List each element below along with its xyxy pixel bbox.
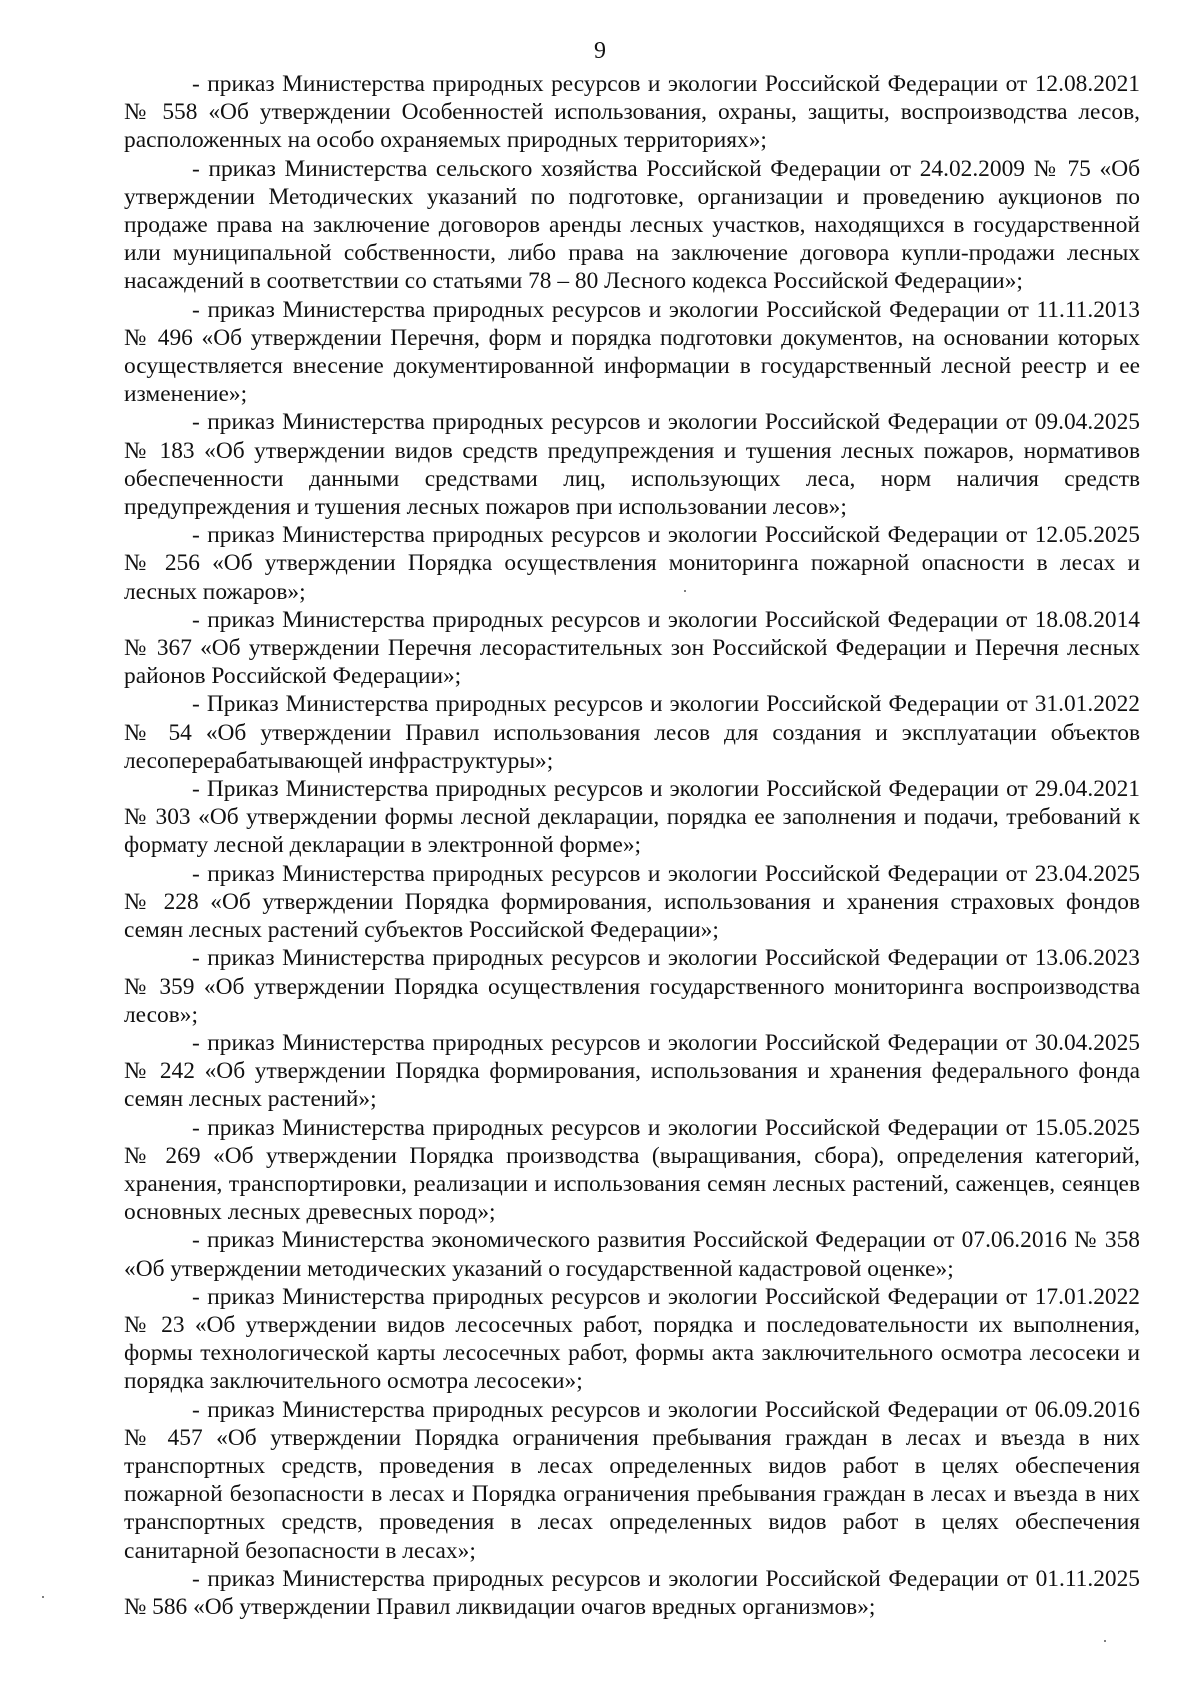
list-item: - приказ Министерства природных ресурсов и экологии Российской Федерации от 15.05.2025 № 269 «Об утверждении Порядка производства (выращивания, сбора), определения категорий, хранения, транспортировки, реализации и использования семян лесных растений, саженцев, сеянцев основных лесных древесных пород»; (124, 1114, 1140, 1226)
list-item: - приказ Министерства природных ресурсов и экологии Российской Федерации от 06.09.2016 № 457 «Об утверждении Порядка ограничения пребывания граждан в лесах и въезда в них транспортных средств, проведения в лесах определенных видов работ в целях обеспечения пожарной безопасности в лесах и Порядка ограничения пребывания граждан в лесах и въезда в них транспортных средств, проведения в лесах определенных видов работ в целях обеспечения санитарной безопасности в лесах»; (124, 1396, 1140, 1564)
list-item: - приказ Министерства природных ресурсов и экологии Российской Федерации от 23.04.2025 № 228 «Об утверждении Порядка формирования, использования и хранения страховых фондов семян лесных растений субъектов Российской Федерации»; (124, 860, 1140, 944)
list-item: - приказ Министерства природных ресурсов и экологии Российской Федерации от 18.08.2014 № 367 «Об утверждении Перечня лесорастительных зон Российской Федерации и Перечня лесных районов Российской Федерации»; (124, 606, 1140, 690)
list-item: - приказ Министерства природных ресурсов и экологии Российской Федерации от 30.04.2025 № 242 «Об утверждении Порядка формирования, использования и хранения федерального фонда семян лесных растений»; (124, 1029, 1140, 1113)
document-body (124, 70, 1140, 1621)
list-item: - приказ Министерства природных ресурсов и экологии Российской Федерации от 17.01.2022 № 23 «Об утверждении видов лесосечных работ, порядка и последовательности их выполнения, формы технологической карты лесосечных работ, формы акта заключительного осмотра лесосеки и порядка заключительного осмотра лесосеки»; (124, 1283, 1140, 1395)
list-item: - Приказ Министерства природных ресурсов и экологии Российской Федерации от 31.01.2022 № 54 «Об утверждении Правил использования лесов для создания и эксплуатации объектов лесоперерабатывающей инфраструктуры»; (124, 691, 1140, 774)
scan-speck (1104, 1640, 1106, 1642)
list-item: - приказ Министерства экономического развития Российской Федерации от 07.06.2016 № 358 «Об утверждении методических указаний о государственной кадастровой оценке»; (124, 1227, 1140, 1282)
scan-speck (42, 1596, 44, 1598)
list-item: - приказ Министерства природных ресурсов и экологии Российской Федерации от 13.06.2023 № 359 «Об утверждении Порядка осуществления государственного мониторинга воспроизводства лесов»; (124, 945, 1140, 1028)
list-item: - приказ Министерства сельского хозяйства Российской Федерации от 24.02.2009 № 75 «Об утверждении Методических указаний по подготовке, организации и проведению аукционов по продаже права на заключение договоров аренды лесных участков, находящихся в государственной или муниципальной собственности, либо права на заключение договора купли-продажи лесных насаждений в соответствии со статьями 78 – 80 Лесного кодекса Российской Федерации»; (124, 155, 1140, 295)
list-item: - приказ Министерства природных ресурсов и экологии Российской Федерации от 12.08.2021 № 558 «Об утверждении Особенностей использования, охраны, защиты, воспроизводства лесов, расположенных на особо охраняемых природных территориях»; (124, 71, 1140, 154)
page-number: 9 (594, 38, 606, 64)
list-item: - приказ Министерства природных ресурсов и экологии Российской Федерации от 11.11.2013 № 496 «Об утверждении Перечня, форм и порядка подготовки документов, на основании которых осуществляется внесение документированной информации в государственный лесной реестр и ее изменение»; (124, 296, 1140, 408)
list-item: - Приказ Министерства природных ресурсов и экологии Российской Федерации от 29.04.2021 № 303 «Об утверждении формы лесной декларации, порядка ее заполнения и подачи, требований к формату лесной декларации в электронной форме»; (124, 776, 1140, 859)
list-item: - приказ Министерства природных ресурсов и экологии Российской Федерации от 09.04.2025 № 183 «Об утверждении видов средств предупреждения и тушения лесных пожаров, нормативов обеспеченности данными средствами лиц, использующих леса, норм наличия средств предупреждения и тушения лесных пожаров при использовании лесов»; (124, 409, 1140, 521)
list-item: - приказ Министерства природных ресурсов и экологии Российской Федерации от 01.11.2025 № 586 «Об утверждении Правил ликвидации очагов вредных организмов»; (124, 1565, 1140, 1620)
list-item: - приказ Министерства природных ресурсов и экологии Российской Федерации от 12.05.2025 № 256 «Об утверждении Порядка осуществления мониторинга пожарной опасности в лесах и лесных пожаров»; (124, 522, 1140, 605)
scan-speck (684, 590, 686, 592)
